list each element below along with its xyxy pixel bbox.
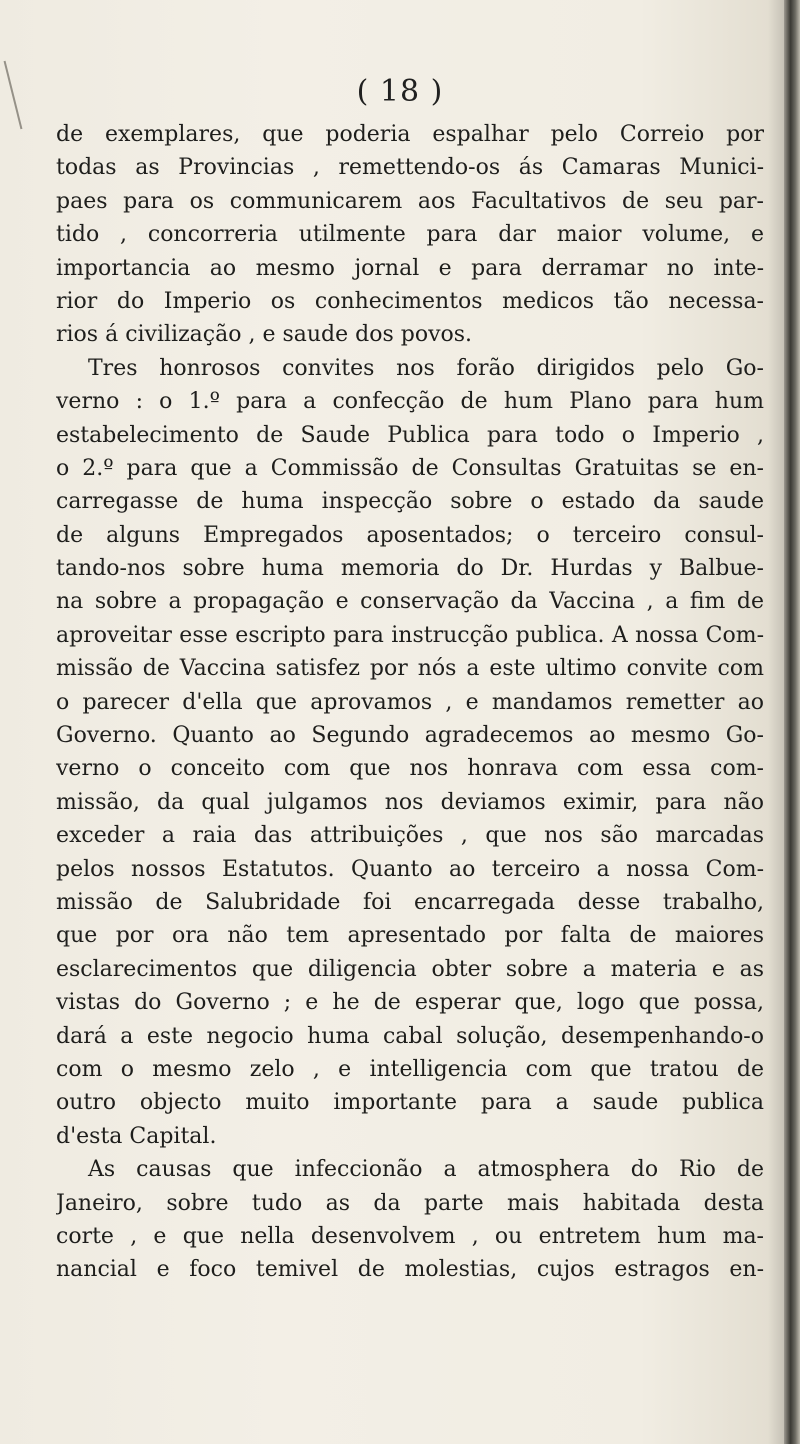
text-line: o parecer d'ella que aprovamos , e mandamos remetter ao — [56, 689, 764, 715]
text-line: importancia ao mesmo jornal e para derramar no inte- — [56, 255, 764, 281]
body-text — [56, 118, 764, 1287]
text-line: tido , concorreria utilmente para dar maior volume, e — [56, 222, 764, 248]
paragraph-start-line: Tres honrosos convites nos forão dirigidos pelo Go- — [88, 355, 764, 381]
text-line: o 2.º para que a Commissão de Consultas Gratuitas se en- — [56, 455, 764, 481]
text-line: rior do Imperio os conhecimentos medicos tão necessa- — [56, 288, 764, 314]
text-line: verno o conceito com que nos honrava com essa com- — [56, 756, 764, 782]
text-line: aproveitar esse escripto para instrucção publica. A nossa Com- — [56, 622, 764, 648]
page-number: ( 18 ) — [356, 74, 444, 109]
paragraph-start-line: As causas que infeccionão a atmosphera do Rio de — [88, 1157, 764, 1183]
text-line: missão de Vaccina satisfez por nós a este ultimo convite com — [56, 656, 764, 682]
text-line: corte , e que nella desenvolvem , ou entretem hum ma- — [56, 1223, 764, 1249]
page-edge — [784, 0, 800, 1444]
text-line: vistas do Governo ; e he de esperar que, logo que possa, — [56, 990, 764, 1016]
text-line: na sobre a propagação e conservação da Vaccina , a fim de — [56, 589, 764, 615]
text-line: estabelecimento de Saude Publica para todo o Imperio , — [56, 422, 764, 448]
text-line: missão de Salubridade foi encarregada desse trabalho, — [56, 889, 764, 915]
text-line: outro objecto muito importante para a saude publica — [56, 1090, 764, 1116]
text-line: exceder a raia das attribuições , que nos são marcadas — [56, 823, 764, 849]
text-line: de exemplares, que poderia espalhar pelo Correio por — [56, 122, 764, 147]
text-line: verno : o 1.º para a confecção de hum Plano para hum — [56, 389, 764, 415]
paragraph-end-line: d'esta Capital. — [56, 1123, 217, 1149]
text-line: que por ora não tem apresentado por falta de maiores — [56, 923, 764, 949]
text-line: todas as Provincias , remettendo-os ás Camaras Munici- — [56, 155, 764, 181]
text-line: com o mesmo zelo , e intelligencia com que tratou de — [56, 1056, 764, 1082]
text-line: Governo. Quanto ao Segundo agradecemos ao mesmo Go- — [56, 723, 764, 749]
text-line: Janeiro, sobre tudo as da parte mais habitada desta — [56, 1190, 764, 1216]
text-line: missão, da qual julgamos nos deviamos eximir, para não — [56, 789, 764, 815]
text-line: pelos nossos Estatutos. Quanto ao terceiro a nossa Com- — [56, 856, 764, 882]
text-line: carregasse de huma inspecção sobre o estado da saude — [56, 489, 764, 515]
text-line: esclarecimentos que diligencia obter sobre a materia e as — [56, 956, 764, 982]
text-line: dará a este negocio huma cabal solução, desempenhando-o — [56, 1023, 764, 1049]
text-line: tando-nos sobre huma memoria do Dr. Hurdas y Balbue- — [56, 556, 764, 582]
paragraph-end-line: rios á civilização , e saude dos povos. — [56, 322, 473, 348]
text-line: nancial e foco temivel de molestias, cujos estragos en- — [56, 1257, 764, 1283]
text-line: de alguns Empregados aposentados; o terceiro consul- — [56, 522, 764, 548]
text-line: paes para os communicarem aos Facultativos de seu par- — [56, 188, 764, 214]
